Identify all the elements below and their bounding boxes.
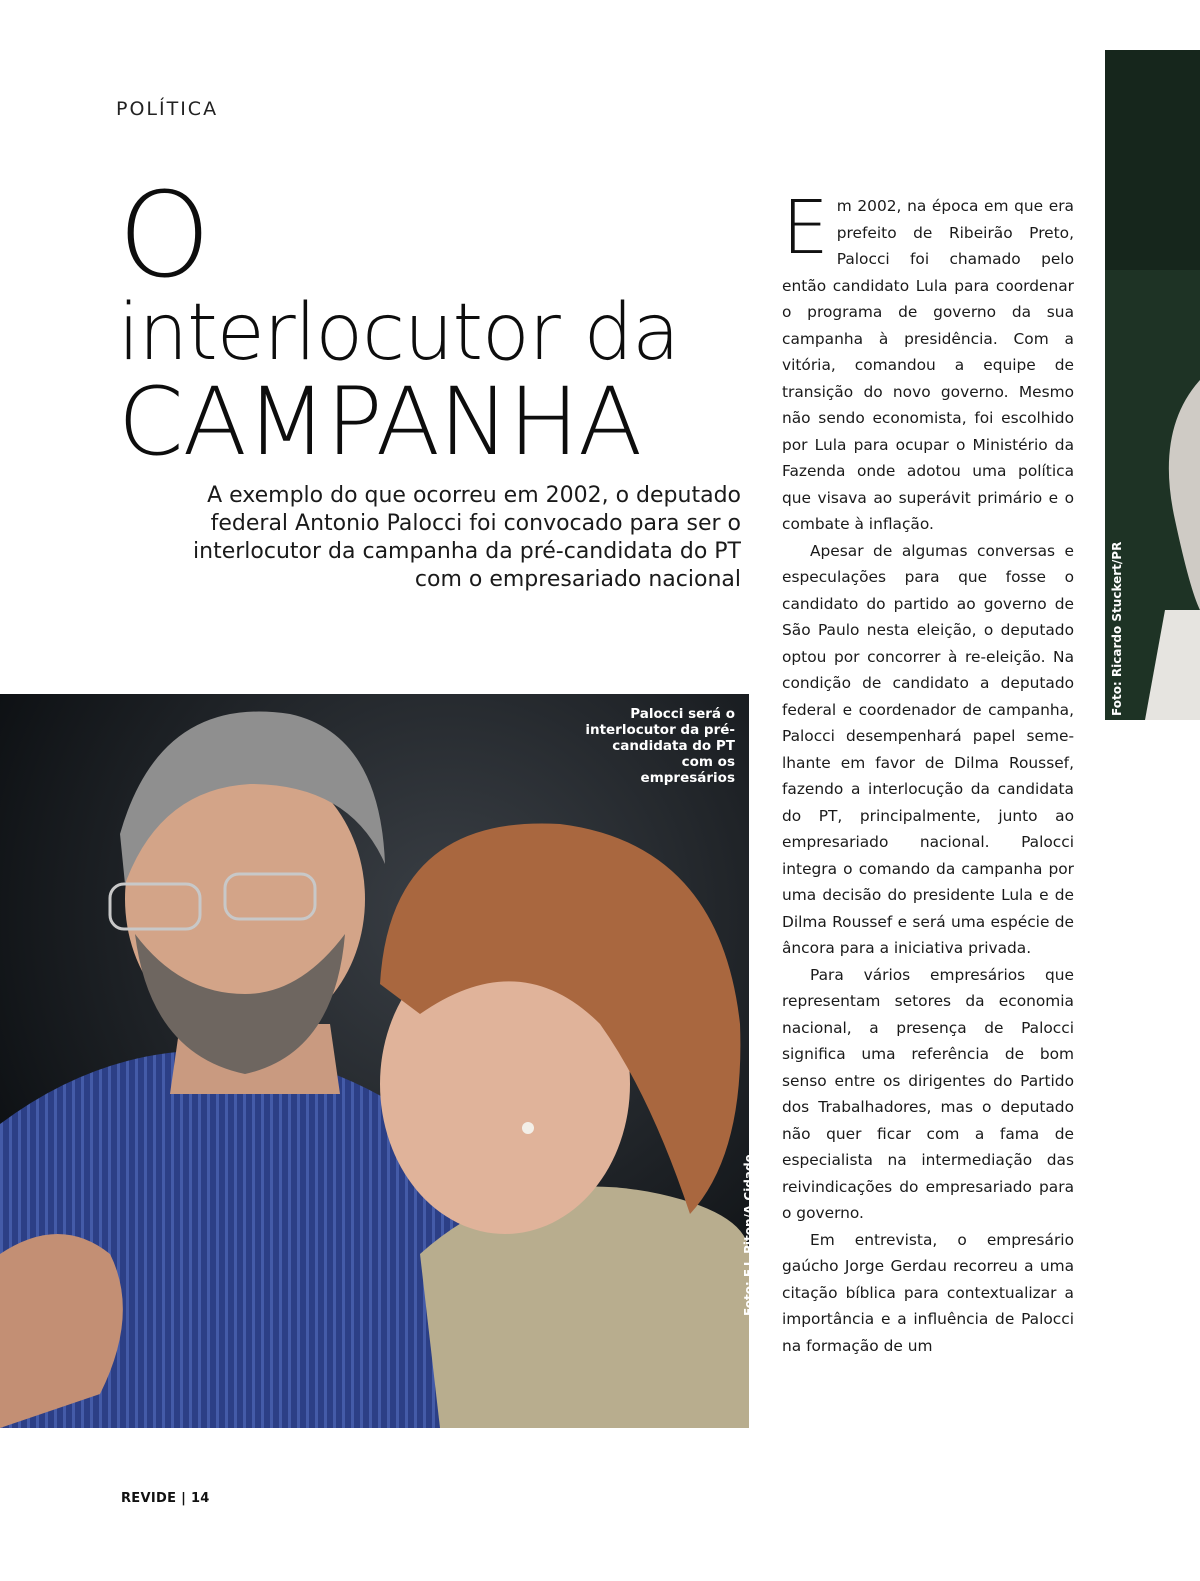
drop-cap: E	[782, 185, 829, 271]
paragraph-1-text: m 2002, na época em que era prefeito de Ribeirão Preto, Palocci foi chamado pelo então candidato Lula para coordenar o programa de governo da sua campanha à presidência. Com a vitória, comandou a equipe de transição do novo governo. Mesmo não sendo economista, foi escolhido por Lula para ocupar o Ministério da Fazenda onde adotou uma política que visava ao superávit primário e o combate à inflação.	[782, 197, 1074, 533]
paragraph-2: Apesar de algumas conversas e especulações para que fosse o candidato do partido ao governo de São Paulo nesta eleição, o deputado optou por concorrer à re-eleição. Na condição de candidato a deputado federal e coordenador de campanha, Palocci desempenhará papel semelhante em favor de Dilma Roussef, fazendo a interlocução da candidata do PT, principalmente, junto ao empresariado nacional. Palocci integra o comando da campanha por uma decisão do presidente Lula e de Dilma Roussef e será uma espécie de âncora para a iniciativa privada.	[782, 541, 1074, 957]
paragraph-4: Em entrevista, o empresário gaúcho Jorge Gerdau recorreu a uma citação bíblica para contextualizar a importância e a influência de Palocci na formação de um	[782, 1230, 1074, 1355]
main-photo-credit: Foto: F.L.Piton/A Cidade	[742, 1154, 756, 1316]
headline-line-2: interlocutor da	[118, 288, 679, 378]
main-photo-illustration	[0, 694, 749, 1428]
main-photo	[0, 694, 749, 1428]
section-label: POLÍTICA	[116, 98, 219, 120]
subtitle: A exemplo do que ocorreu em 2002, o deputado federal Antonio Palocci foi convocado para ser o interlocutor da campanha da pré-candidata do PT com o empresariado nacional	[193, 483, 741, 592]
paragraph-3: Para vários empresários que representam setores da economia nacional, a presença de Palocci significa uma referência de bom senso entre os dirigentes do Partido dos Trabalhadores, mas o deputado não quer ficar com a fama de especialista na intermediação das reivindicações do empresariado para o governo.	[782, 965, 1074, 1222]
photo-caption: Palocci será o interlocutor da pré-candidata do PT com os empresários	[585, 706, 735, 786]
paragraph-1	[782, 185, 1074, 538]
page-folio: REVIDE | 14	[121, 1491, 210, 1506]
headline-line-3: CAMPANHA	[118, 368, 642, 477]
headline-line-1: O	[118, 166, 209, 304]
side-photo-credit: Foto: Ricardo Stuckert/PR	[1110, 541, 1124, 716]
article-body	[782, 185, 1074, 1359]
headline	[118, 166, 758, 477]
